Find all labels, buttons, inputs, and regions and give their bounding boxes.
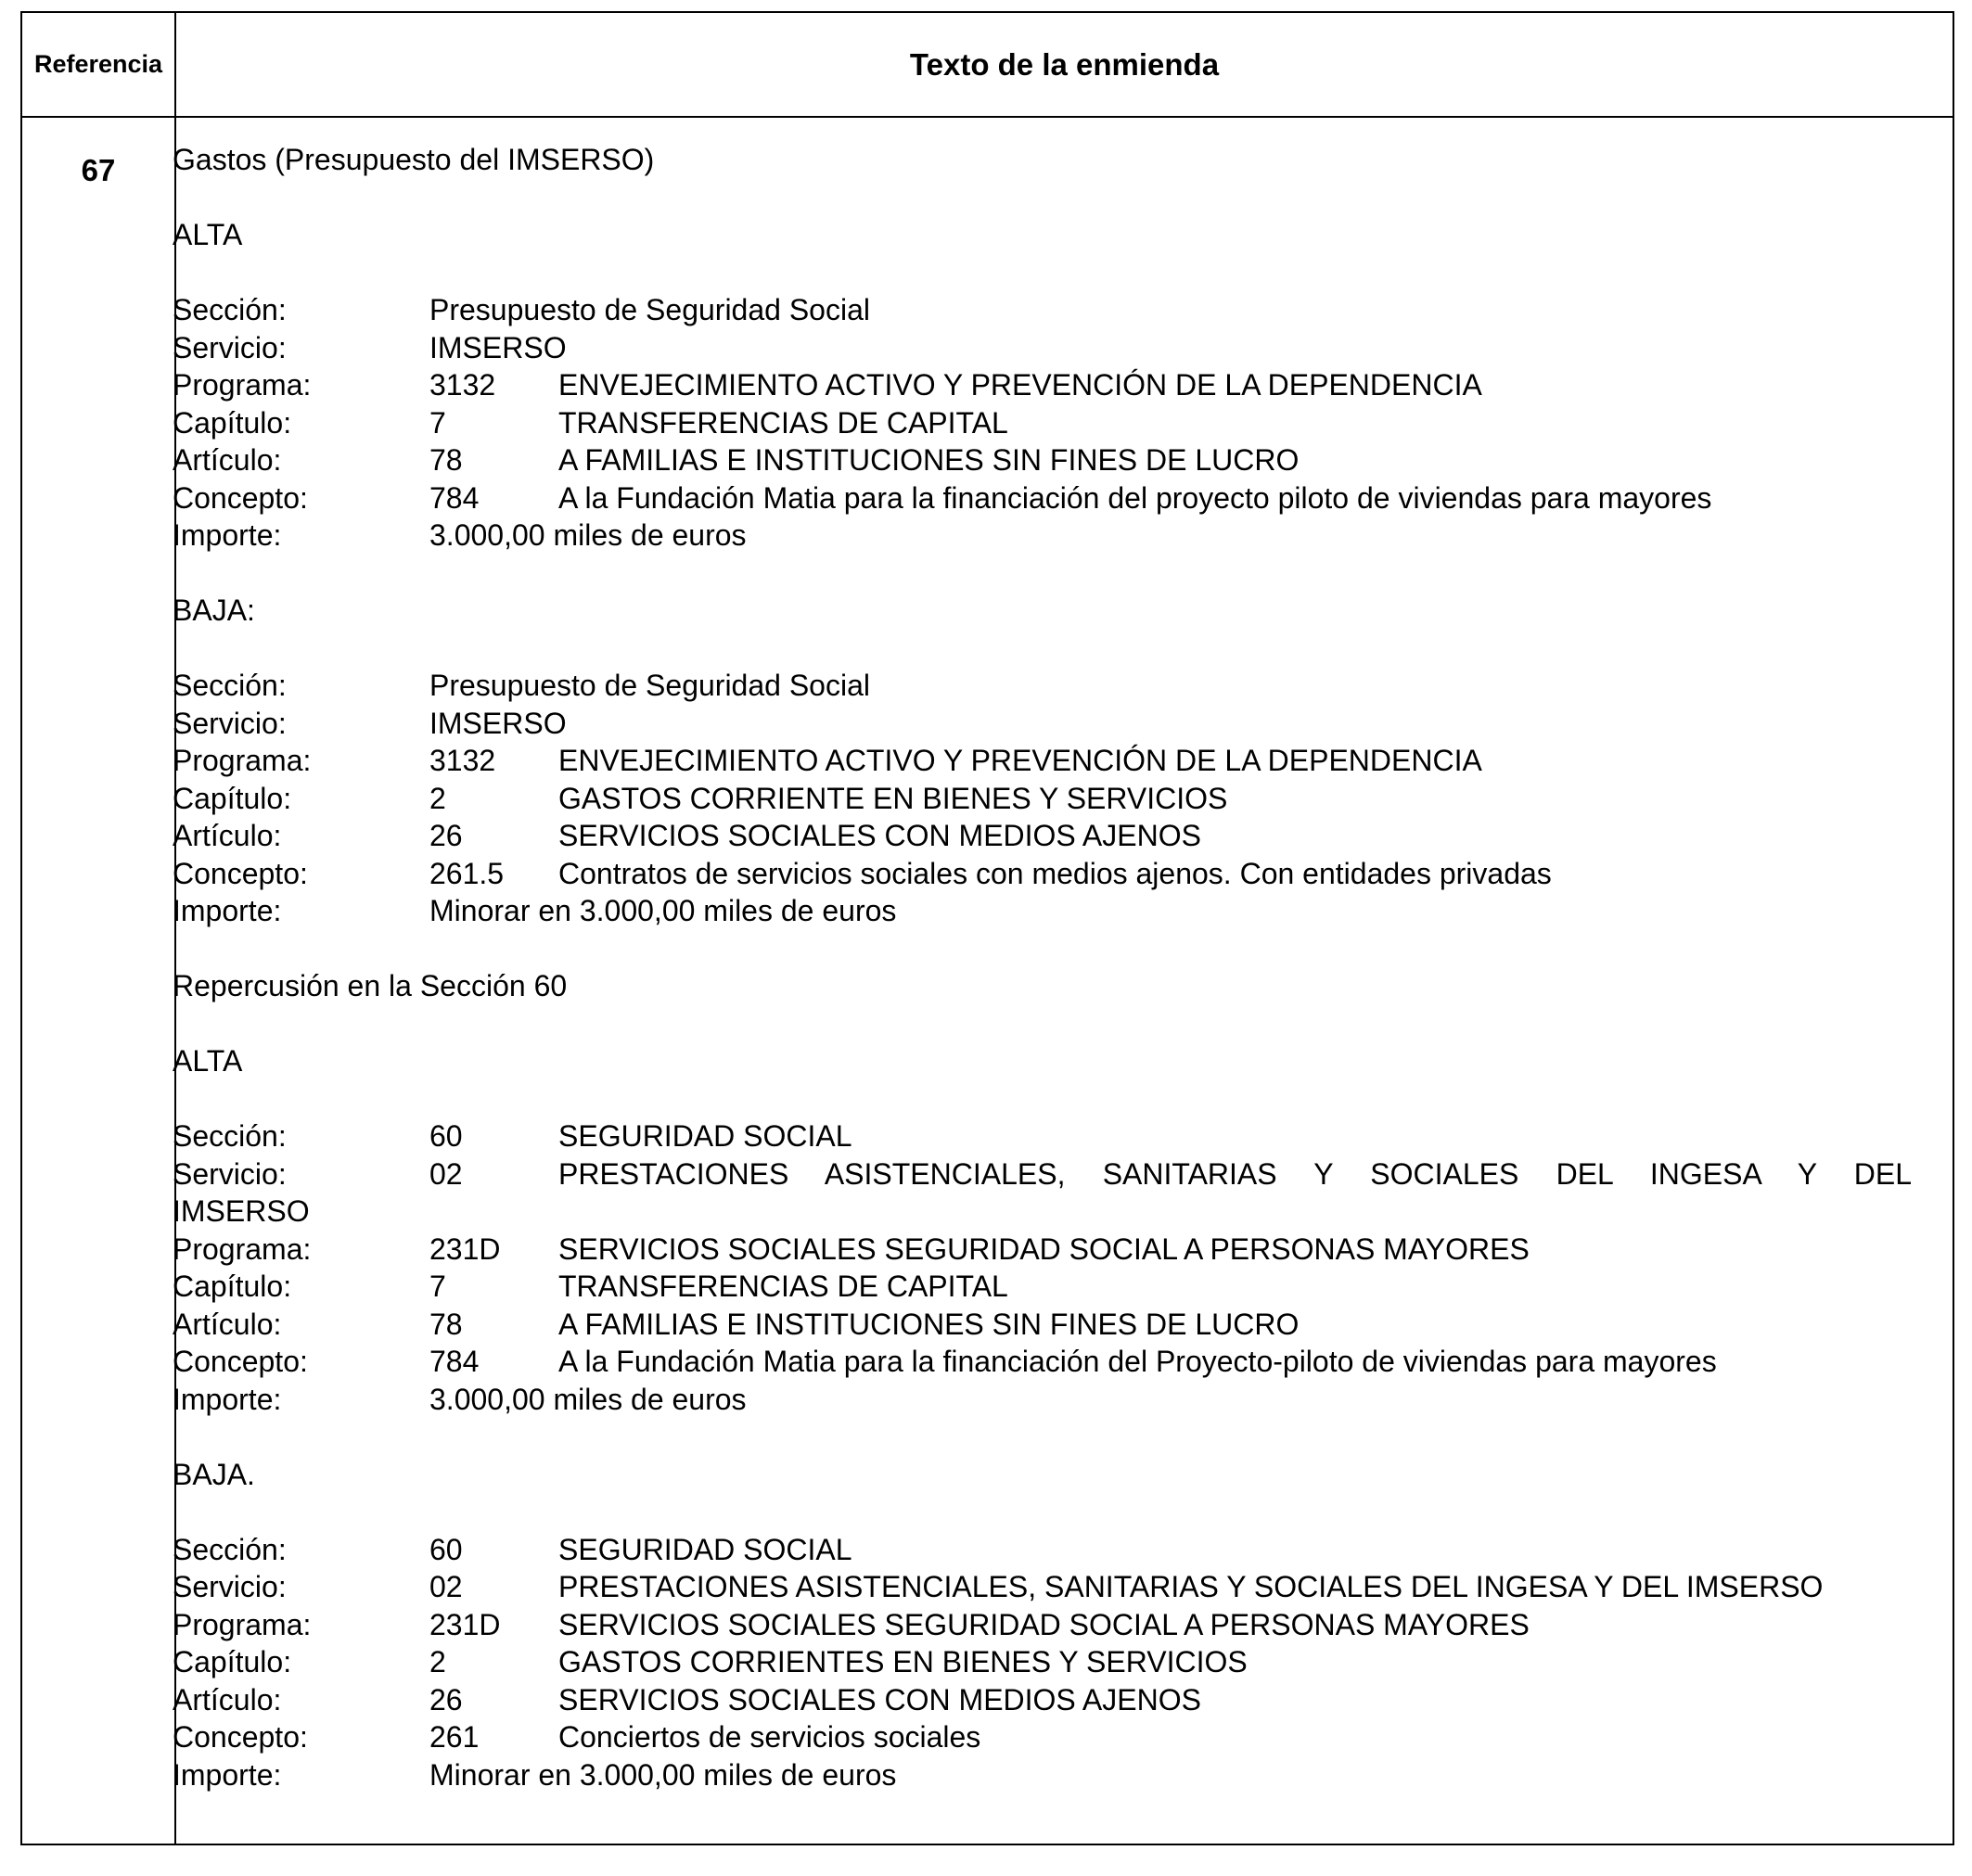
row-code: 7: [429, 1270, 446, 1303]
row-description: GASTOS CORRIENTES EN BIENES Y SERVICIOS: [558, 1645, 1248, 1678]
row-code: 60: [429, 1532, 463, 1566]
budget-row: [173, 366, 1912, 404]
row-description: ENVEJECIMIENTO ACTIVO Y PREVENCIÓN DE LA DEPENDENCIA: [558, 368, 1482, 402]
row-description: 3.000,00 miles de euros: [429, 1382, 747, 1416]
row-label: Sección:: [173, 669, 287, 702]
header-divider: [22, 116, 1953, 118]
row-label: Servicio:: [173, 1156, 287, 1191]
budget-row: [173, 291, 1912, 329]
row-description: SERVICIOS SOCIALES CON MEDIOS AJENOS: [558, 819, 1201, 852]
row-label: Programa:: [173, 368, 312, 402]
row-label: Sección:: [173, 1119, 287, 1153]
budget-row: [173, 1643, 1912, 1681]
row-description: IMSERSO: [429, 706, 567, 740]
row-code: 2: [429, 781, 446, 815]
budget-row: [173, 1268, 1912, 1306]
budget-block-baja: [173, 667, 1912, 930]
row-code: 7: [429, 405, 446, 440]
row-description: Minorar en 3.000,00 miles de euros: [429, 1757, 897, 1792]
header-referencia: Referencia: [33, 50, 163, 78]
budget-row: [173, 817, 1912, 855]
budget-row: [173, 329, 1912, 367]
row-description: TRANSFERENCIAS DE CAPITAL: [558, 405, 1008, 440]
row-description: A la Fundación Matia para la financiación del Proyecto-piloto de viviendas para mayores: [558, 1345, 1717, 1378]
row-code: 3132: [429, 368, 496, 402]
row-description: Minorar en 3.000,00 miles de euros: [429, 894, 897, 927]
intro-text: Gastos (Presupuesto del IMSERSO): [173, 143, 655, 176]
budget-row: [173, 1531, 1912, 1569]
row-label: Artículo:: [173, 1682, 282, 1716]
row-code: 784: [429, 1345, 480, 1378]
row-code: 26: [429, 819, 463, 852]
row-label: Servicio:: [173, 330, 287, 364]
row-label: Programa:: [173, 744, 312, 777]
row-code: 02: [429, 1570, 463, 1603]
row-label: Importe:: [173, 518, 282, 552]
row-label: Capítulo:: [173, 1270, 292, 1303]
budget-row: [173, 892, 1912, 930]
budget-row: [173, 479, 1912, 517]
row-description: ENVEJECIMIENTO ACTIVO Y PREVENCIÓN DE LA DEPENDENCIA: [558, 744, 1482, 777]
budget-row: [173, 1681, 1912, 1719]
row-label: Capítulo:: [173, 1645, 292, 1678]
block-heading: BAJA:: [173, 593, 255, 627]
budget-row: [173, 742, 1912, 780]
budget-row: [173, 1117, 1912, 1155]
row-code: 231D: [429, 1607, 501, 1641]
row-description: A FAMILIAS E INSTITUCIONES SIN FINES DE LUCRO: [558, 1307, 1300, 1341]
row-description: SERVICIOS SOCIALES SEGURIDAD SOCIAL A PERSONAS MAYORES: [558, 1607, 1530, 1641]
budget-row: [173, 441, 1912, 479]
row-label: Importe:: [173, 1382, 282, 1416]
row-description: A FAMILIAS E INSTITUCIONES SIN FINES DE LUCRO: [558, 443, 1300, 477]
row-description: SERVICIOS SOCIALES CON MEDIOS AJENOS: [558, 1682, 1201, 1716]
row-label: Artículo:: [173, 1307, 282, 1341]
row-label: Sección:: [173, 1532, 287, 1566]
row-description-continuation: IMSERSO: [173, 1194, 310, 1228]
row-code: 3132: [429, 744, 496, 777]
row-description: Contratos de servicios sociales con medios ajenos. Con entidades privadas: [558, 856, 1552, 890]
row-label: Programa:: [173, 1232, 312, 1266]
budget-row: [173, 404, 1912, 442]
budget-block-alta: [173, 291, 1912, 555]
row-label: Concepto:: [173, 480, 308, 515]
row-label: Concepto:: [173, 856, 308, 890]
row-label: Servicio:: [173, 1570, 287, 1603]
row-code: 261.5: [429, 856, 505, 890]
budget-row: [173, 1718, 1912, 1756]
row-label: Programa:: [173, 1607, 312, 1641]
budget-row: [173, 1568, 1912, 1606]
row-description: TRANSFERENCIAS DE CAPITAL: [558, 1270, 1008, 1303]
row-description: SERVICIOS SOCIALES SEGURIDAD SOCIAL A PERSONAS MAYORES: [558, 1232, 1530, 1266]
row-code: 60: [429, 1119, 463, 1153]
row-label: Capítulo:: [173, 781, 292, 815]
row-code: 784: [429, 480, 480, 515]
budget-row: [173, 1381, 1912, 1419]
block-heading: BAJA.: [173, 1457, 255, 1491]
row-code: 78: [429, 1307, 463, 1341]
block-heading: ALTA: [173, 1044, 243, 1078]
row-description: PRESTACIONES ASISTENCIALES, SANITARIAS Y SOCIALES DEL INGESA Y DEL IMSERSO: [558, 1570, 1824, 1603]
row-label: Importe:: [173, 894, 282, 927]
budget-row: [173, 1306, 1912, 1344]
row-description: GASTOS CORRIENTE EN BIENES Y SERVICIOS: [558, 781, 1228, 815]
row-code: 26: [429, 1682, 463, 1716]
row-description: PRESTACIONES ASISTENCIALES, SANITARIAS Y SOCIALES DEL INGESA Y DEL: [558, 1156, 1912, 1191]
budget-row: [173, 1155, 1912, 1193]
repercusion-heading: Repercusión en la Sección 60: [173, 969, 568, 1002]
row-description: SEGURIDAD SOCIAL: [558, 1119, 852, 1153]
row-label: Capítulo:: [173, 405, 292, 440]
amendment-text: [173, 141, 1912, 1793]
budget-row: [173, 1343, 1912, 1381]
header-texto-enmienda: Texto de la enmienda: [909, 46, 1220, 82]
budget-row: [173, 1756, 1912, 1794]
row-label: Concepto:: [173, 1345, 308, 1378]
block-heading: ALTA: [173, 218, 243, 251]
budget-row: [173, 855, 1912, 893]
row-label: Concepto:: [173, 1720, 308, 1754]
row-code: 261: [429, 1720, 480, 1754]
row-label: Importe:: [173, 1757, 282, 1792]
row-description: Presupuesto de Seguridad Social: [429, 293, 870, 326]
row-description: IMSERSO: [429, 330, 567, 364]
row-label: Artículo:: [173, 443, 282, 477]
row-code: 2: [429, 1645, 446, 1678]
row-description: Presupuesto de Seguridad Social: [429, 669, 870, 702]
budget-row: [173, 667, 1912, 705]
budget-row: [173, 1606, 1912, 1644]
budget-block-alta-seccion60: [173, 1117, 1912, 1418]
row-description: A la Fundación Matia para la financiación del proyecto piloto de viviendas para mayores: [558, 480, 1712, 515]
row-label: Sección:: [173, 293, 287, 326]
budget-row: [173, 1231, 1912, 1269]
budget-row: [173, 705, 1912, 743]
row-label: Servicio:: [173, 706, 287, 740]
budget-row: [173, 780, 1912, 818]
budget-row: [173, 517, 1912, 555]
budget-block-baja-seccion60: [173, 1531, 1912, 1794]
row-code: 78: [429, 443, 463, 477]
row-description: 3.000,00 miles de euros: [429, 518, 747, 552]
row-label: Artículo:: [173, 819, 282, 852]
reference-number: 67: [81, 153, 116, 187]
row-code: 231D: [429, 1232, 501, 1266]
row-description: SEGURIDAD SOCIAL: [558, 1532, 852, 1566]
row-description: Conciertos de servicios sociales: [558, 1720, 981, 1754]
row-code: 02: [429, 1156, 463, 1191]
